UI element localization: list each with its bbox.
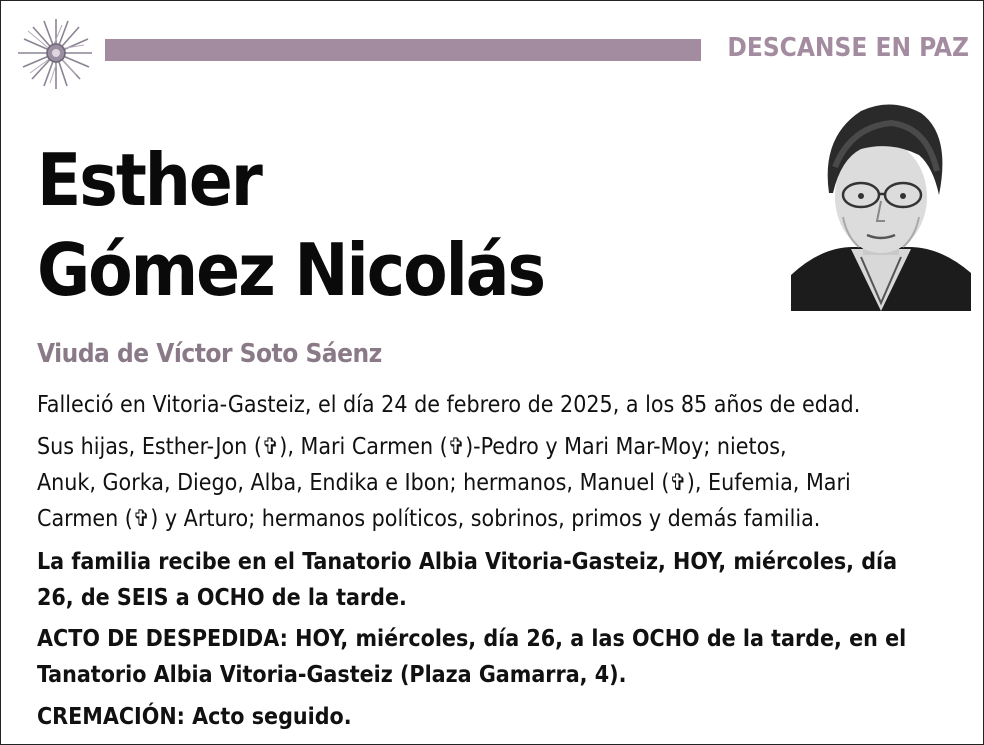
family-line: Sus hijas, Esther-Jon (✞), Mari Carmen (✞)-Pedro y Mari Mar-Moy; nietos, xyxy=(37,434,787,460)
family-list xyxy=(37,429,947,537)
family-line: Carmen (✞) y Arturo; hermanos políticos, sobrinos, primos y demás familia. xyxy=(37,506,821,532)
farewell-notice xyxy=(37,621,947,693)
deceased-name xyxy=(37,135,544,315)
portrait-photo xyxy=(791,97,971,311)
spouse-line: Viuda de Víctor Soto Sáenz xyxy=(37,339,382,369)
name-line-2: Gómez Nicolás xyxy=(37,228,545,312)
reception-line: 26, de SEIS a OCHO de la tarde. xyxy=(37,585,407,611)
cremation-notice: CREMACIÓN: Acto seguido. xyxy=(37,704,352,730)
farewell-line: Tanatorio Albia Vitoria-Gasteiz (Plaza Gamarra, 4). xyxy=(37,662,627,688)
header-label: DESCANSE EN PAZ xyxy=(727,33,969,63)
flower-icon xyxy=(13,13,99,91)
header-band xyxy=(105,39,701,61)
death-notice: Falleció en Vitoria-Gasteiz, el día 24 de febrero de 2025, a los 85 años de edad. xyxy=(37,392,861,418)
name-line-1: Esther xyxy=(37,138,261,222)
reception-line: La familia recibe en el Tanatorio Albia Vitoria-Gasteiz, HOY, miércoles, día xyxy=(37,549,898,575)
farewell-line: ACTO DE DESPEDIDA: HOY, miércoles, día 26, a las OCHO de la tarde, en el xyxy=(37,626,907,652)
family-line: Anuk, Gorka, Diego, Alba, Endika e Ibon; hermanos, Manuel (✞), Eufemia, Mari xyxy=(37,470,851,496)
reception-notice xyxy=(37,544,947,616)
